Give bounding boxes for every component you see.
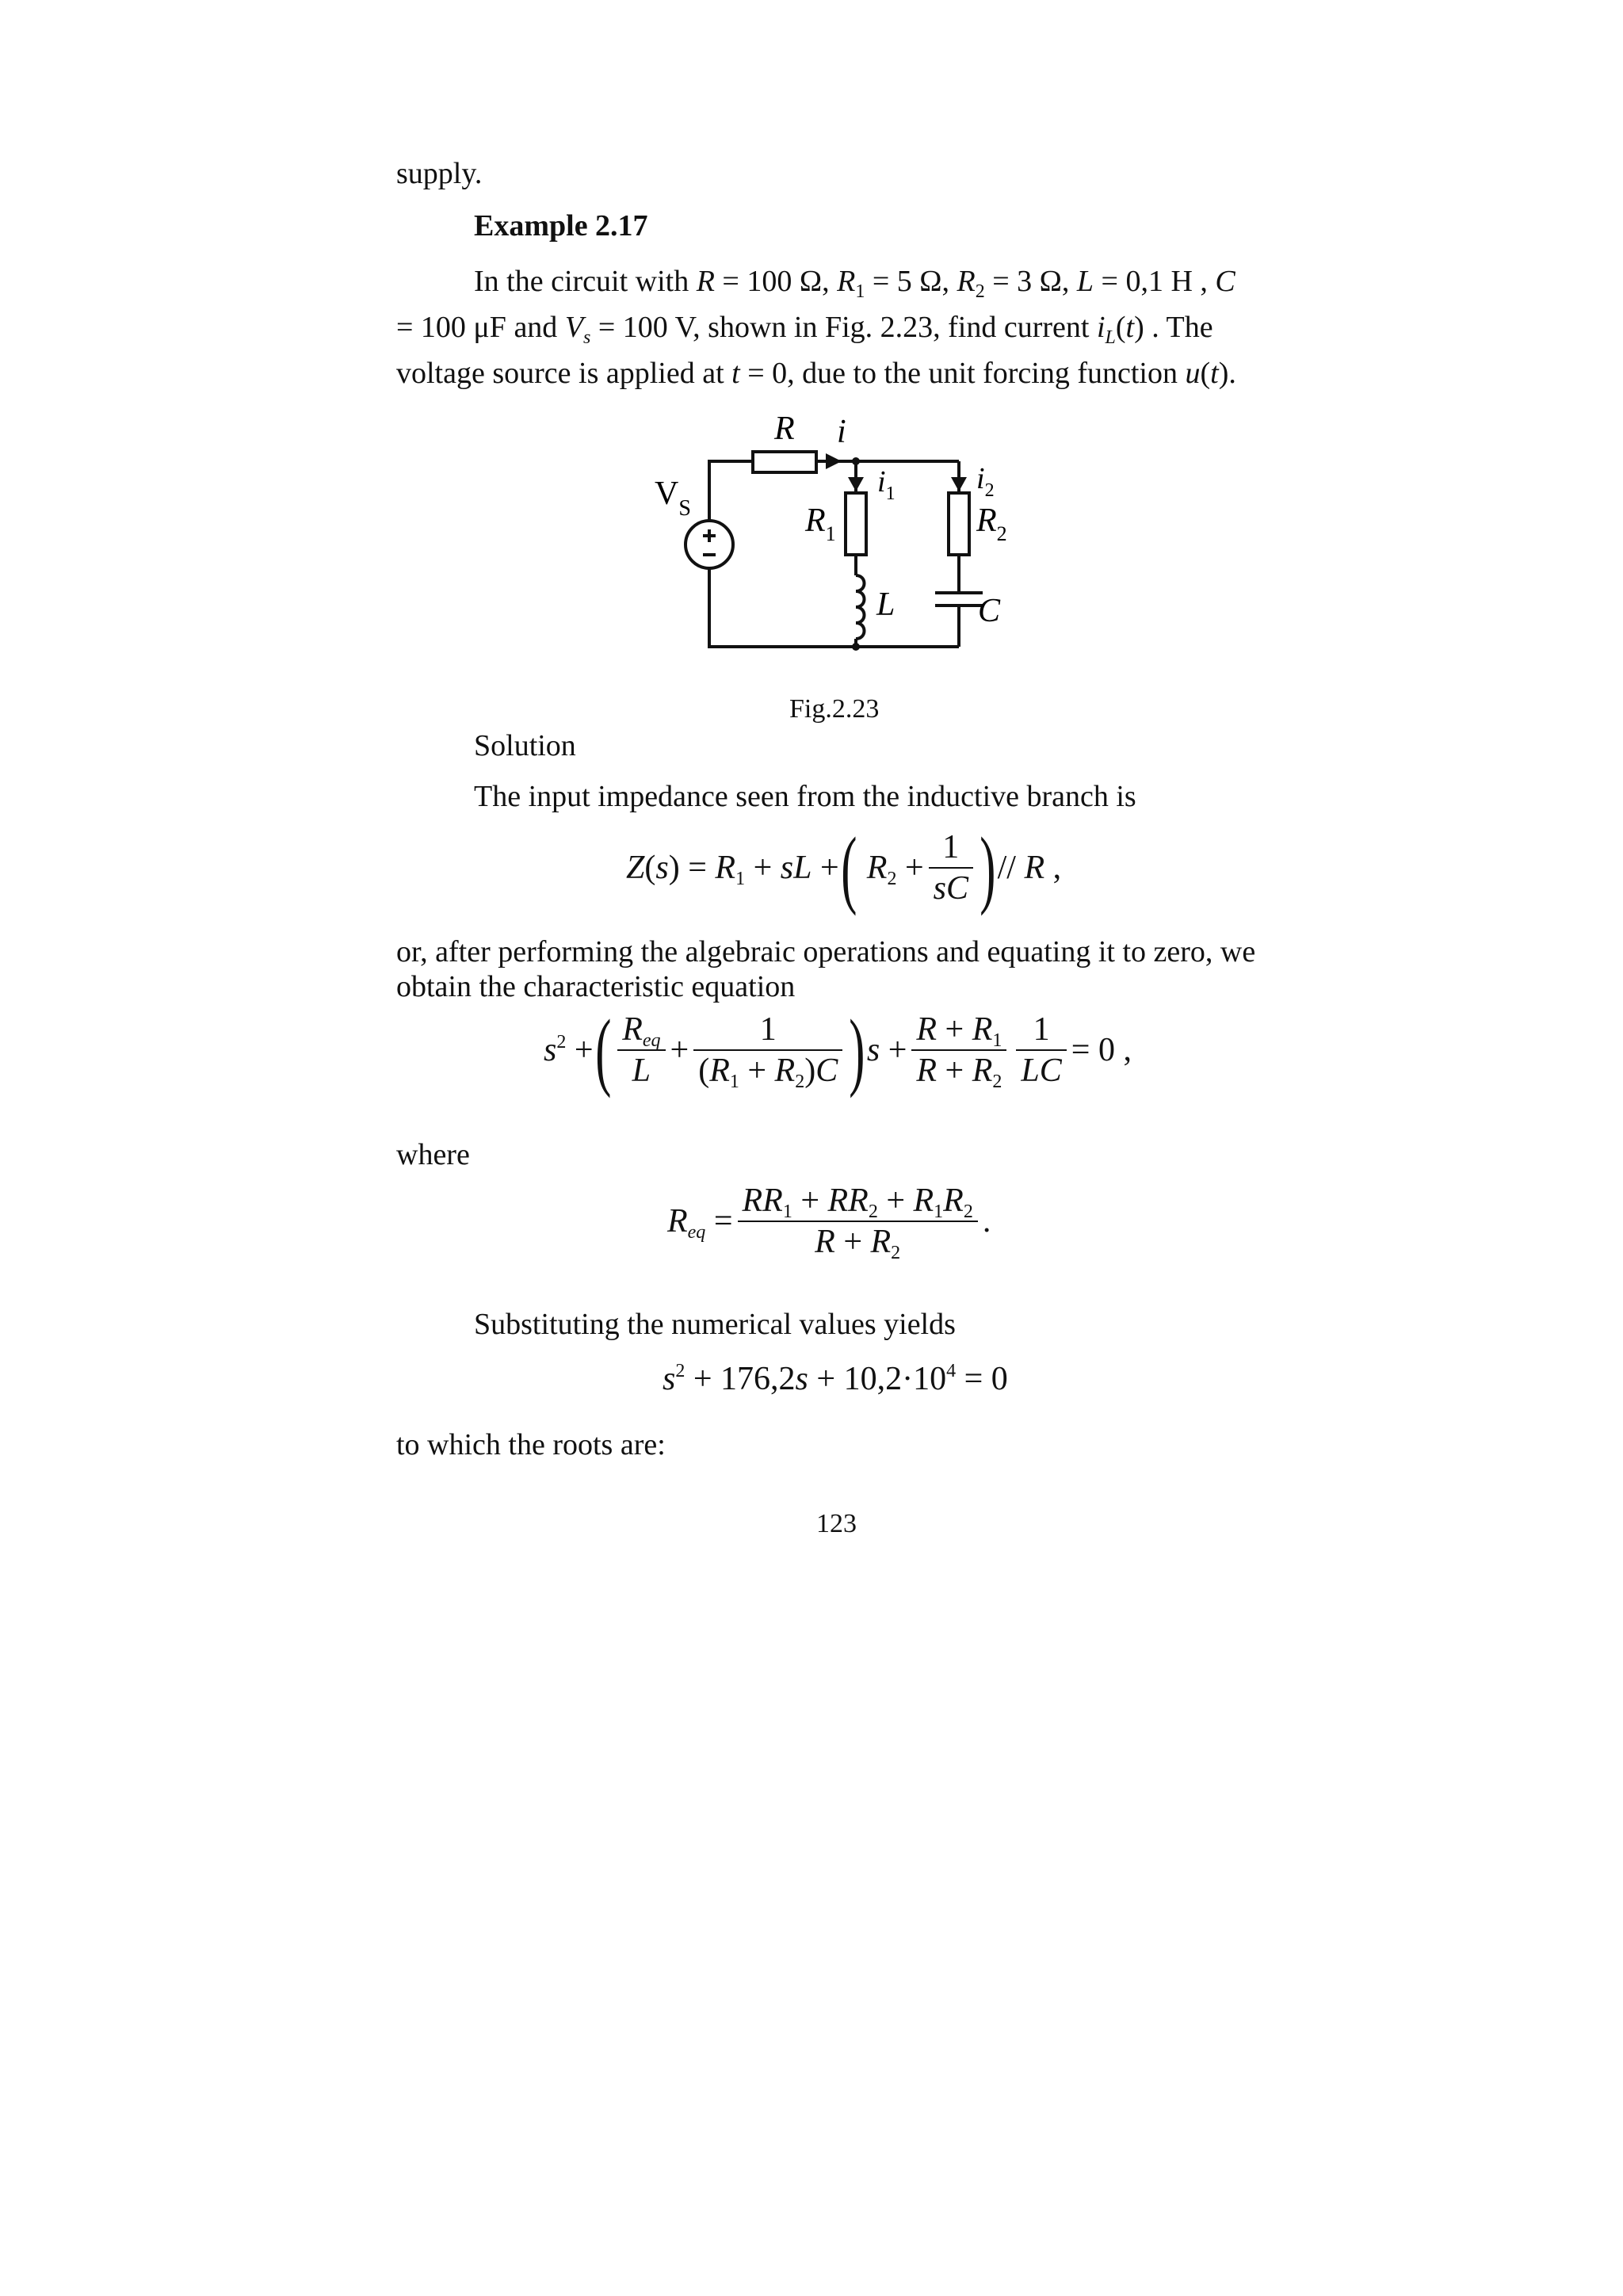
label-L: L xyxy=(876,586,896,623)
equation-zs: $Z(s) = R_1$ + sL +( $R_2$ + $\frac{1}{sC}$ )// R , xyxy=(626,819,1062,916)
equation-req: $R_{eq}$ = $\frac{RR_1 + RR_2 + R_1R_2}{R + R_2}$ . xyxy=(667,1182,991,1263)
para1-line3: voltage source is applied at t = 0, due to the unit forcing function u(t). xyxy=(396,357,1236,390)
text-substituting: Substituting the numerical values yields xyxy=(474,1308,956,1341)
text-where: where xyxy=(396,1138,470,1171)
label-R2: $R_2$ xyxy=(976,502,1007,545)
text-or-after-1: or, after performing the algebraic operations and equating it to zero, we xyxy=(396,935,1256,968)
label-R1: $R_1$ xyxy=(805,502,836,545)
circuit-diagram xyxy=(618,404,1062,666)
label-R: R xyxy=(774,411,795,447)
figure-caption: Fig.2.23 xyxy=(789,694,880,724)
label-i2: $i_2$ xyxy=(976,462,995,501)
label-C: C xyxy=(978,593,1001,629)
text-supply: supply. xyxy=(396,157,483,190)
equation-numeric: $s^2 + 176,2s + 10,2\cdot 10^4 = 0$ xyxy=(663,1361,1008,1397)
text-roots: to which the roots are: xyxy=(396,1428,666,1461)
text-or-after-2: obtain the characteristic equation xyxy=(396,970,796,1003)
label-i1: $i_1$ xyxy=(877,465,896,504)
page-number: 123 xyxy=(816,1509,857,1538)
para1-line1: In the circuit with R = 100 Ω, $R_1 = 5$ Ω, $R_2 = 3$ Ω, L = 0,1 H , C xyxy=(474,265,1235,302)
solution-heading: Solution xyxy=(474,729,576,762)
equation-characteristic: $s^2$ +( $\frac{R_{eq}}{L}$ + $\frac{1}{(R_1 + R_2)C}$ )s + $\frac{R + R_1}{R + R_2}$ $\frac{1}{LC}$ = 0 , xyxy=(544,1002,1132,1098)
text-input-impedance: The input impedance seen from the inductive branch is xyxy=(474,780,1136,813)
para1-line2: = 100 μF and $V_s = 100$ V, shown in Fig. 2.23, find current $i_L(t)$ . The xyxy=(396,311,1213,348)
label-i: i xyxy=(837,414,846,450)
label-vs: $V_S$ xyxy=(655,476,691,521)
example-title: Example 2.17 xyxy=(474,209,648,243)
